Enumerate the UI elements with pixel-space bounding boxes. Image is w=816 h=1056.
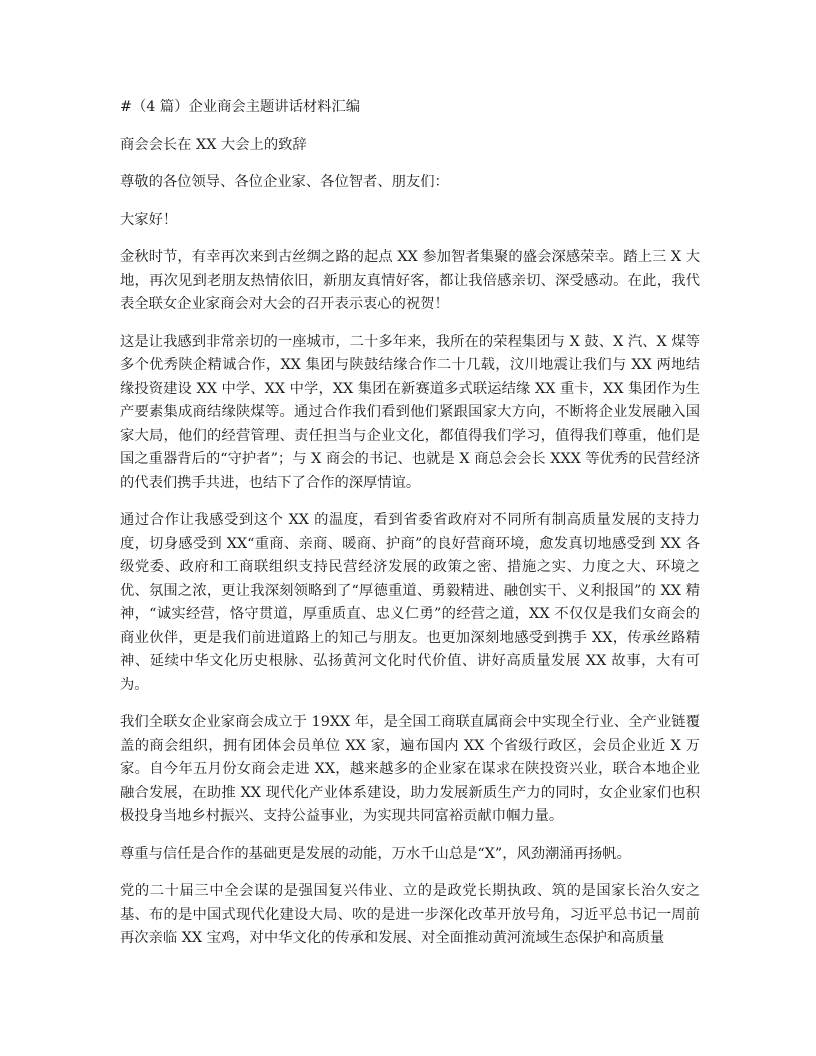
- greeting: 大家好！: [120, 211, 178, 228]
- body-paragraph: 尊重与信任是合作的基础更是发展的动能，万水千山总是“X”，风劲潮涌再扬帆。: [120, 845, 631, 862]
- body-paragraph: 党的二十届三中全会谋的是强国复兴伟业、立的是政党长期执政、筑的是国家长治久安之基、布的是中国式现代化建设大局、吹的是进一步深化改革开放号角，习近平总书记一周前再次亲临 XX 宝鸡，对中华文化的传承和发展、对全面推动黄河流域生态保护和高质量: [120, 883, 700, 946]
- body-paragraph: 我们全联女企业家商会成立于 19XX 年，是全国工商联直属商会中实现全行业、全产业链覆盖的商会组织，拥有团体会员单位 XX 家，遍布国内 XX 个省级行政区，会员企业近 X 万家。自今年五月份女商会走进 XX，越来越多的企业家在谋求在陕投资兴业，联合本地企业融合发展，在助推 XX 现代化产业体系建设，助力发展新质生产力的同时，女企业家们也积极投身当地乡村振兴、支持公益事业，为实现共同富裕贡献巾帼力量。: [120, 714, 700, 824]
- body-paragraph: 金秋时节，有幸再次来到古丝绸之路的起点 XX 参加智者集聚的盛会深感荣幸。踏上三 X 大地，再次见到老朋友热情依旧，新朋友真情好客，都让我倍感亲切、深受感动。在此，我代表全联女企业家商会对大会的召开表示衷心的祝贺！: [120, 249, 700, 312]
- salutation: 尊敬的各位领导、各位企业家、各位智者、朋友们：: [120, 174, 449, 190]
- document-body: [120, 96, 700, 965]
- speech-title: 商会会长在 XX 大会上的致辞: [120, 136, 307, 153]
- document-heading: #（4 篇）企业商会主题讲话材料汇编: [120, 99, 361, 115]
- body-paragraph: 通过合作让我感受到这个 XX 的温度，看到省委省政府对不同所有制高质量发展的支持力度，切身感受到 XX“重商、亲商、暖商、护商”的良好营商环境，愈发真切地感受到 XX 各级党委、政府和工商联组织支持民营经济发展的政策之密、措施之实、力度之大、环境之优、氛围之浓，更让我深刻领略到了“厚德重道、勇毅精进、融创实干、义利报国”的 XX 精神，“诚实经营，恪守贯道，厚重质直、忠义仁勇”的经营之道，XX 不仅仅是我们女商会的商业伙伴，更是我们前进道路上的知己与朋友。也更加深刻地感受到携手 XX，传承丝路精神、延续中华文化历史根脉、弘扬黄河文化时代价值、讲好高质量发展 XX 故事，大有可为。: [120, 512, 700, 693]
- body-paragraph: 这是让我感到非常亲切的一座城市，二十多年来，我所在的荣程集团与 X 鼓、X 汽、X 煤等多个优秀陕企精诚合作，XX 集团与陕鼓结缘合作二十几载，汶川地震让我们与 XX 两地结缘投资建设 XX 中学、XX 中学，XX 集团在新赛道多式联运结缘 XX 重卡，XX 集团作为生产要素集成商结缘陕煤等。通过合作我们看到他们紧跟国家大方向，不断将企业发展融入国家大局，他们的经营管理、责任担当与企业文化，都值得我们学习，值得我们尊重，他们是国之重器背后的“守护者”；与 X 商会的书记、也就是 X 商总会会长 XXX 等优秀的民营经济的代表们携手共进，也结下了合作的深厚情谊。: [120, 333, 700, 491]
